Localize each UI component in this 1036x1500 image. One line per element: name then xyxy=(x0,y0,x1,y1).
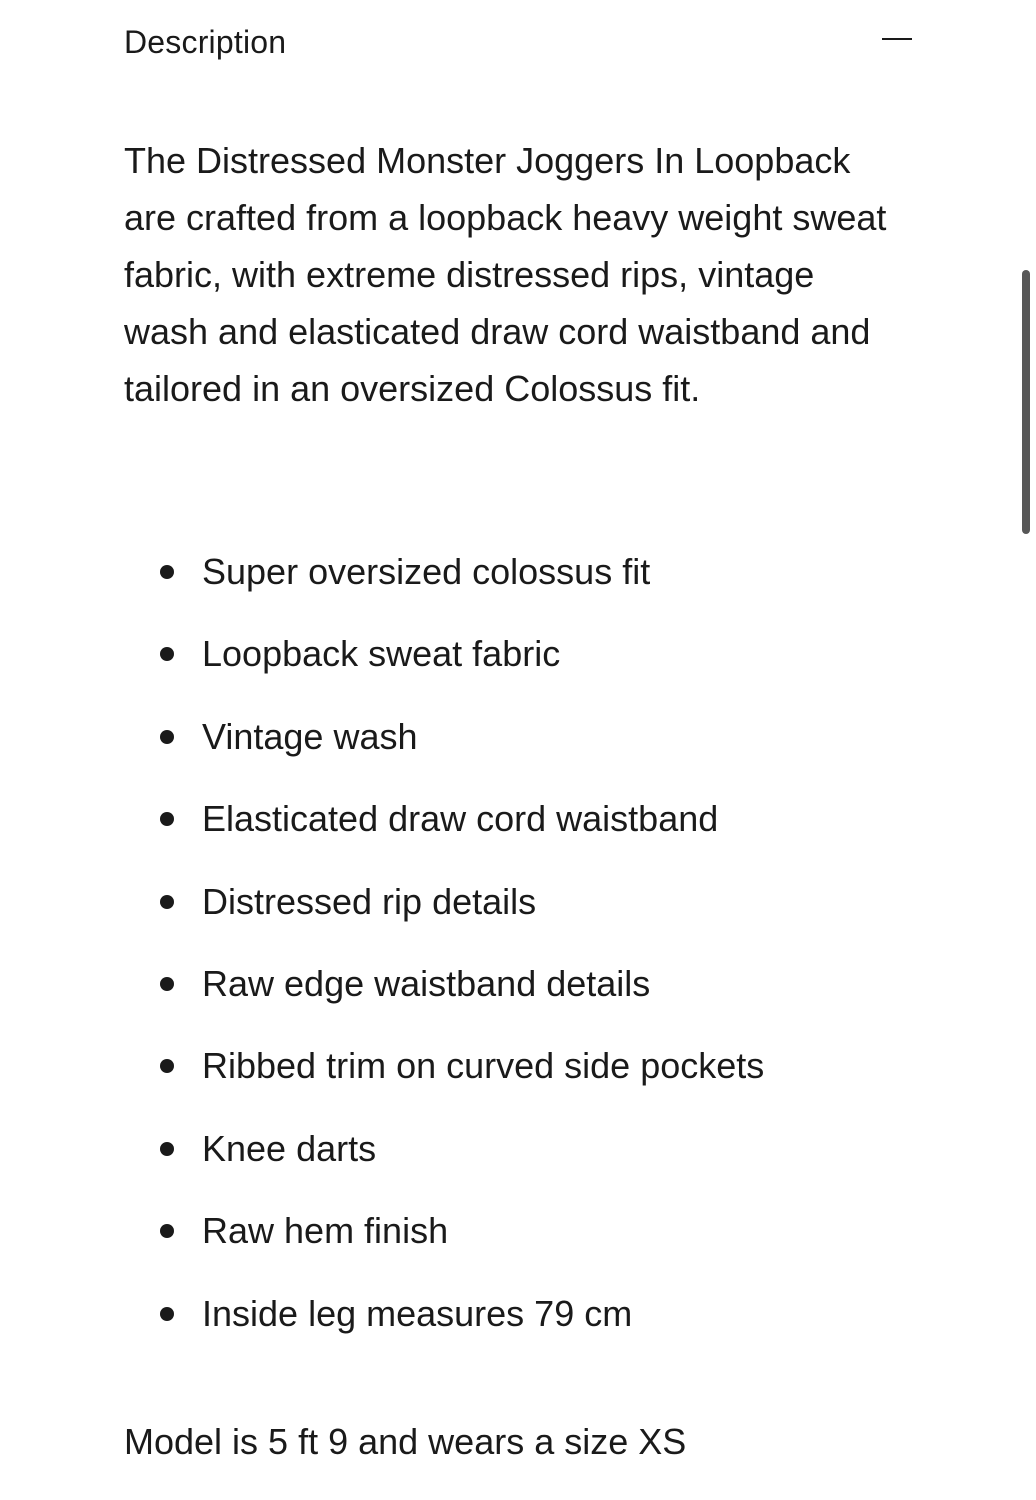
bullet-icon xyxy=(160,895,174,909)
bullet-icon xyxy=(160,1307,174,1321)
list-item xyxy=(124,943,914,1025)
list-item xyxy=(124,1108,914,1190)
product-description: The Distressed Monster Joggers In Loopback are crafted from a loopback heavy weight sweat fabric, with extreme distressed rips, vintage wash and elasticated draw cord waistband and tailored in an oversized Colossus fit. xyxy=(124,140,887,409)
feature-text: Distressed rip details xyxy=(202,880,537,922)
bullet-icon xyxy=(160,977,174,991)
feature-text: Raw hem finish xyxy=(202,1210,449,1252)
feature-text: Super oversized colossus fit xyxy=(202,551,651,592)
description-accordion-header[interactable] xyxy=(124,18,916,66)
list-item xyxy=(124,696,914,778)
list-item xyxy=(124,531,914,613)
feature-text: Ribbed trim on curved side pockets xyxy=(202,1045,765,1087)
feature-text: Loopback sweat fabric xyxy=(202,633,561,675)
feature-text: Vintage wash xyxy=(202,715,418,757)
list-item xyxy=(124,1190,914,1272)
feature-text: Knee darts xyxy=(202,1127,377,1169)
bullet-icon xyxy=(160,1059,174,1073)
accordion-title: Description xyxy=(124,24,287,60)
bullet-icon xyxy=(160,565,174,579)
list-item xyxy=(124,778,914,860)
feature-text: Raw edge waistband details xyxy=(202,962,651,1004)
bullet-icon xyxy=(160,812,174,826)
list-item xyxy=(124,613,914,695)
bullet-icon xyxy=(160,647,174,661)
feature-list xyxy=(124,531,914,1355)
bullet-icon xyxy=(160,1142,174,1156)
list-item xyxy=(124,1025,914,1107)
list-item xyxy=(124,861,914,943)
bullet-icon xyxy=(160,730,174,744)
feature-text: Inside leg measures 79 cm xyxy=(202,1292,633,1334)
vertical-scrollbar[interactable] xyxy=(1022,270,1030,534)
bullet-icon xyxy=(160,1224,174,1238)
model-size-note: Model is 5 ft 9 and wears a size XS xyxy=(124,1421,687,1462)
list-item xyxy=(124,1273,914,1355)
minus-icon xyxy=(882,38,912,40)
collapse-toggle-button[interactable] xyxy=(876,18,916,62)
feature-text: Elasticated draw cord waistband xyxy=(202,798,719,840)
scrollbar-thumb[interactable] xyxy=(1022,270,1030,534)
